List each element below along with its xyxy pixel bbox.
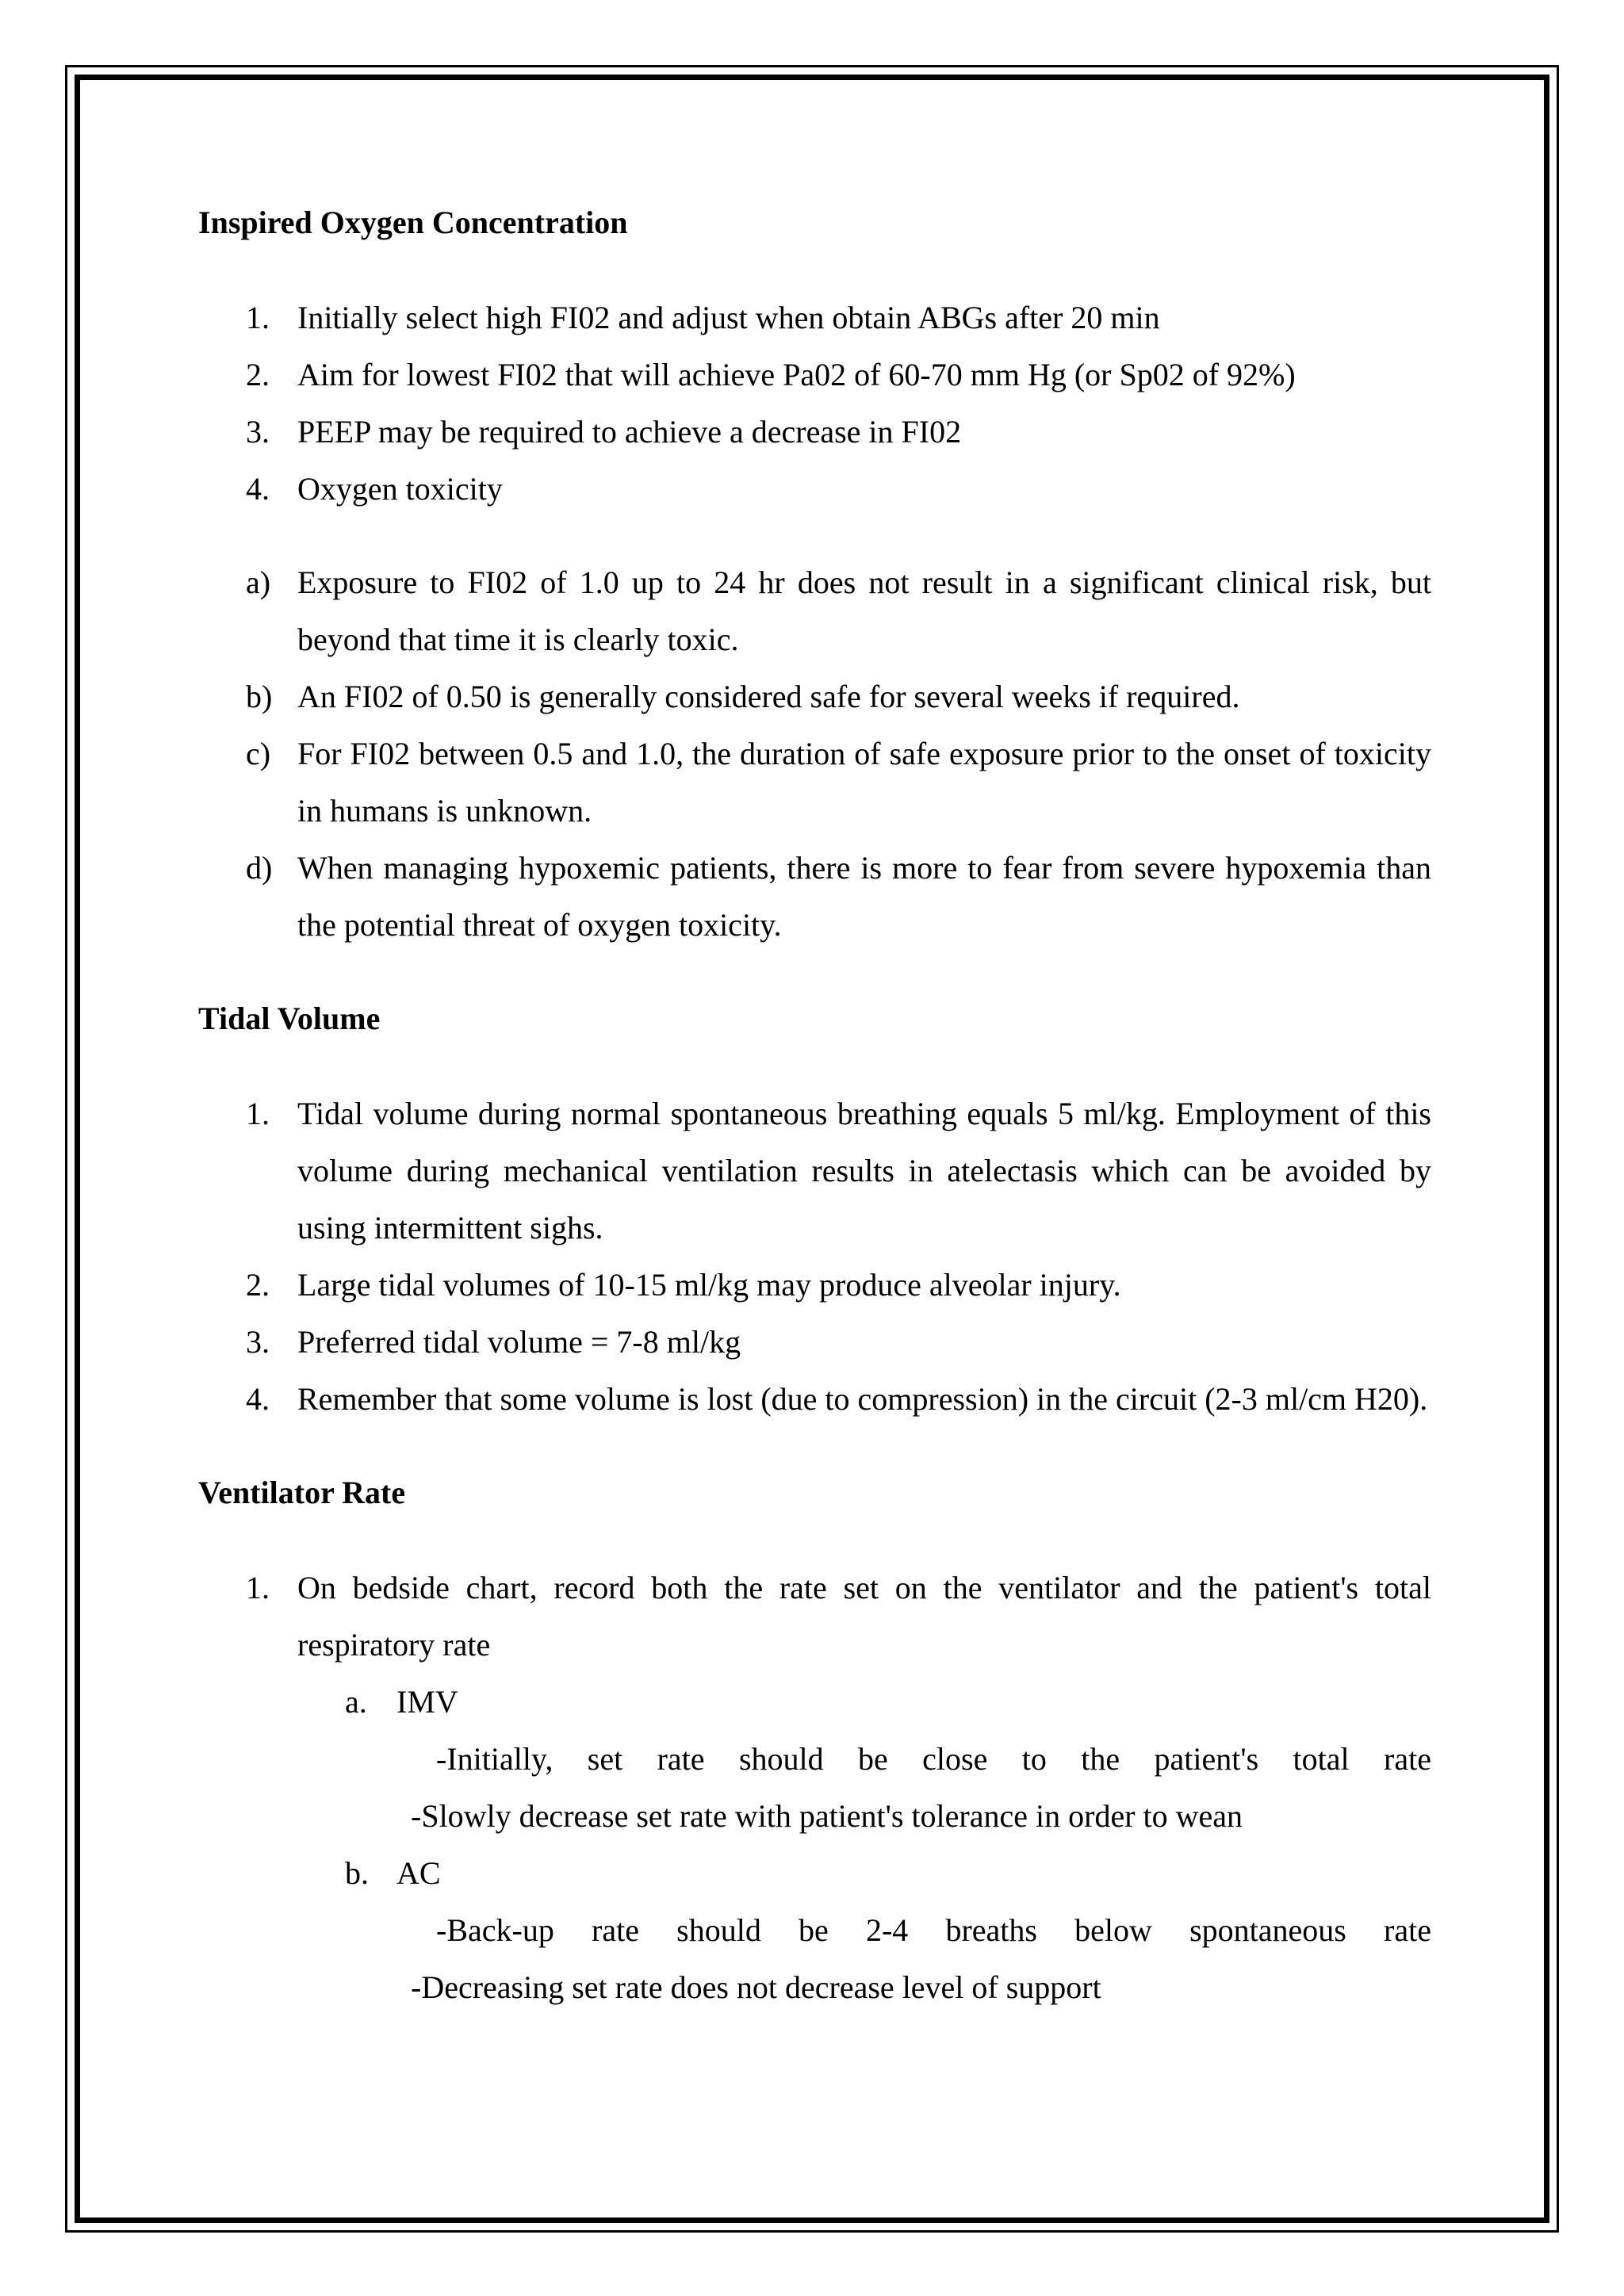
- list-item: 3. PEEP may be required to achieve a decrease in FI02: [246, 414, 962, 450]
- imv-line: -Initially, set rate should be close to the patient's total rate: [436, 1741, 1431, 1777]
- sub-item-imv: a. IMV: [345, 1684, 458, 1720]
- oxygen-toxicity-list: [198, 554, 1431, 954]
- imv-line: -Slowly decrease set rate with patient's tolerance in order to wean: [411, 1798, 1243, 1834]
- list-item: b) An FI02 of 0.50 is generally considered safe for several weeks if required.: [246, 679, 1240, 714]
- list-item: 1. Tidal volume during normal spontaneous breathing equals 5 ml/kg. Employment of this volume during mechanical ventilation results in atelectasis which can be avoided by using intermittent sighs.: [246, 1096, 1431, 1246]
- document-body: [198, 194, 1431, 2016]
- section-title-ventilator-rate: Ventilator Rate: [198, 1475, 406, 1510]
- list-item: d) When managing hypoxemic patients, there is more to fear from severe hypoxemia than the potential threat of oxygen toxicity.: [246, 850, 1431, 943]
- list-item: 1. Initially select high FI02 and adjust when obtain ABGs after 20 min: [246, 300, 1160, 335]
- list-item: 2. Aim for lowest FI02 that will achieve Pa02 of 60-70 mm Hg (or Sp02 of 92%): [246, 357, 1296, 392]
- list-item: c) For FI02 between 0.5 and 1.0, the duration of safe exposure prior to the onset of toxicity in humans is unknown.: [246, 736, 1431, 828]
- list-item: 3. Preferred tidal volume = 7-8 ml/kg: [246, 1324, 741, 1360]
- tidal-volume-list: [198, 1085, 1431, 1428]
- ac-line: -Decreasing set rate does not decrease level of support: [411, 1969, 1101, 2005]
- list-item: 2. Large tidal volumes of 10-15 ml/kg may produce alveolar injury.: [246, 1267, 1121, 1303]
- ventilator-rate-list: [198, 1559, 1431, 2016]
- list-item: 4. Oxygen toxicity: [246, 471, 503, 507]
- list-item: a) Exposure to FI02 of 1.0 up to 24 hr does not result in a significant clinical risk, but beyond that time it is clearly toxic.: [246, 564, 1431, 657]
- ac-line: -Back-up rate should be 2-4 breaths below spontaneous rate: [436, 1912, 1431, 1948]
- section-title-tidal-volume: Tidal Volume: [198, 1001, 381, 1036]
- oxygen-numbered-list: [198, 289, 1431, 518]
- list-item: 4. Remember that some volume is lost (due to compression) in the circuit (2-3 ml/cm H20).: [246, 1381, 1428, 1417]
- section-title-oxygen: Inspired Oxygen Concentration: [198, 205, 628, 240]
- list-item: 1. On bedside chart, record both the rate set on the ventilator and the patient's total respiratory rate: [246, 1570, 1431, 1663]
- sub-item-ac: b. AC: [345, 1855, 441, 1891]
